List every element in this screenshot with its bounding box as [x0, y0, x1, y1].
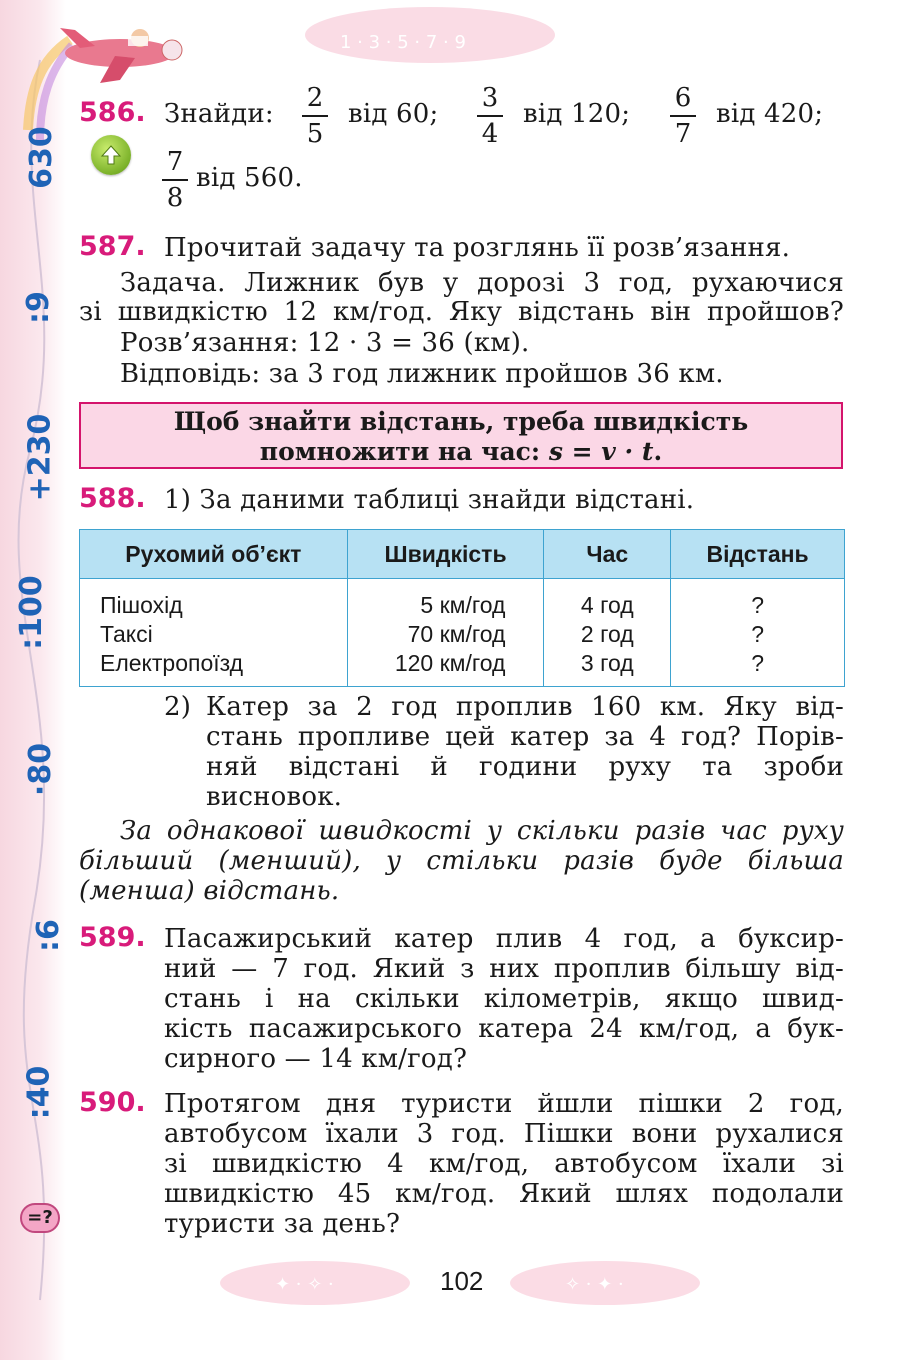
table-col-times: [544, 579, 671, 687]
table-cell: Пішохід: [100, 592, 183, 618]
conclusion-line-3: (менша) відстань.: [79, 876, 340, 906]
fraction-1-suffix: від 60;: [348, 99, 439, 129]
ex589-line-1: Пасажирський катер плив 4 год, а буксир-: [164, 924, 844, 954]
exercise-number-589: 589.: [79, 922, 146, 953]
table-cell: 120 км/год: [394, 650, 506, 676]
table-col-speeds: [347, 579, 544, 687]
conclusion-line-1: За однакової швидкості у скільки разів час руху: [120, 816, 844, 846]
side-number-5: ·80: [23, 742, 59, 797]
exercise-587-intro: Прочитай задачу та розглянь її розв’язання.: [164, 233, 791, 263]
table-cell: ?: [751, 592, 764, 618]
side-number-3: +230: [22, 413, 58, 502]
fraction-6-7: 6 7: [668, 82, 698, 150]
ex590-line-2: автобусом їхали 3 год. Пішки вони рухалися: [164, 1119, 844, 1149]
svg-text:✦ · ✧ ·: ✦ · ✧ ·: [275, 1274, 334, 1295]
fraction-7-8: 7 8: [160, 146, 190, 214]
ex590-line-4: швидкістю 45 км/год. Який шлях подолали: [164, 1179, 844, 1209]
table-cell: Таксі: [100, 621, 153, 647]
question-badge: =?: [20, 1203, 60, 1233]
table-col-distances: [671, 579, 845, 687]
conclusion-line-2: більший (менший), у стільки разів буде більша: [79, 846, 844, 876]
task-line-2: зі швидкістю 12 км/год. Яку відстань він пройшов?: [79, 297, 844, 327]
table-header-distance: Відстань: [671, 530, 845, 579]
rule-line-1: Щоб знайти відстань, треба швидкість: [173, 407, 749, 436]
side-number-6: :6: [30, 919, 66, 952]
speed-time-distance-table: [79, 529, 845, 687]
task-line-1: Задача. Лижник був у дорозі 3 год, рухаючися: [120, 268, 844, 298]
table-header-time: Час: [544, 530, 671, 579]
fraction-4-suffix: від 560.: [196, 163, 303, 193]
table-cell: ?: [751, 650, 764, 676]
exercise-number-588: 588.: [79, 483, 146, 514]
part2-line-3: няй відстані й години руху та зроби: [206, 752, 844, 782]
table-col-objects: [80, 579, 348, 687]
fraction-3-suffix: від 420;: [716, 99, 824, 129]
svg-text:✧ · ✦ ·: ✧ · ✦ ·: [565, 1274, 624, 1295]
ex589-line-4: кість пасажирського катера 24 км/год, а бук-: [164, 1014, 844, 1044]
ex590-line-5: туристи за день?: [164, 1209, 401, 1239]
answer-line: Відповідь: за 3 год лижник пройшов 36 км.: [120, 359, 724, 389]
table-cell: Електропоїзд: [100, 650, 244, 676]
top-deco-digits: 1 · 3 · 5 · 7 · 9: [340, 32, 466, 53]
exercise-588-part2-label: 2): [164, 692, 192, 722]
table-header-speed: Швидкість: [347, 530, 544, 579]
side-number-4: :100: [13, 575, 49, 650]
exercise-number-590: 590.: [79, 1087, 146, 1118]
fraction-2-suffix: від 120;: [523, 99, 631, 129]
solution-line: Розв’язання: 12 · 3 = 36 (км).: [120, 328, 530, 358]
ex590-line-1: Протягом дня туристи йшли пішки 2 год,: [164, 1089, 844, 1119]
part2-line-2: стань пропливе цей катер за 4 год? Порів-: [206, 722, 844, 752]
exercise-588-part1: 1) За даними таблиці знайди відстані.: [164, 485, 695, 515]
table-cell: 2 год: [580, 621, 634, 647]
rule-line-2: помножити на час: s = v · t.: [259, 437, 663, 466]
fraction-2-5: 2 5: [300, 82, 330, 150]
exercise-586-prefix: Знайди:: [164, 99, 274, 129]
top-cloud-decoration: [300, 0, 560, 70]
arrow-up-icon: [91, 135, 131, 175]
airplane-illustration: [40, 8, 190, 88]
part2-line-4: висновок.: [206, 782, 343, 812]
side-curve-decoration: [0, 0, 90, 1360]
side-number-7: :40: [21, 1065, 57, 1120]
distance-formula: s = v · t: [548, 437, 654, 466]
ex589-line-3: стань і на скільки кілометрів, якщо швид-: [164, 984, 844, 1014]
ex589-line-2: ний — 7 год. Який з них проплив більшу від-: [164, 954, 844, 984]
side-number-1: 630: [23, 126, 59, 189]
table-cell: ?: [751, 621, 764, 647]
table-cell: 3 год: [580, 650, 634, 676]
side-number-2: :9: [20, 291, 56, 324]
table-header-object: Рухомий об’єкт: [80, 530, 348, 579]
ex589-line-5: сирного — 14 км/год?: [164, 1044, 468, 1074]
exercise-number-586: 586.: [79, 97, 146, 128]
rule-box: [79, 402, 843, 469]
page-number: 102: [440, 1266, 484, 1296]
ex590-line-3: зі швидкістю 4 км/год, автобусом їхали зі: [164, 1149, 844, 1179]
table-cell: 5 км/год: [420, 592, 506, 618]
part2-line-1: Катер за 2 год проплив 160 км. Яку від-: [206, 692, 844, 722]
fraction-3-4: 3 4: [475, 82, 505, 150]
table-cell: 4 год: [580, 592, 634, 618]
table-cell: 70 км/год: [407, 621, 506, 647]
exercise-number-587: 587.: [79, 231, 146, 262]
